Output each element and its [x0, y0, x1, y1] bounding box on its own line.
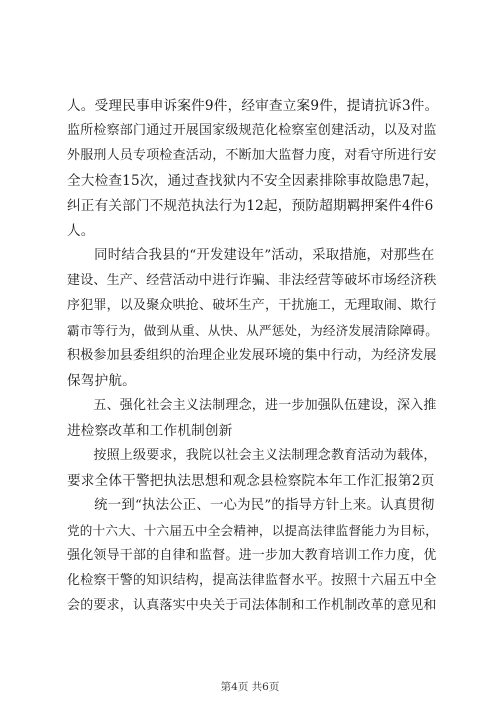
section-heading-line: 进检察改革和工作机制创新: [67, 423, 233, 439]
section-heading-line: 五、强化社会主义法制理念，进一步加强队伍建设，深入推: [67, 398, 437, 413]
body-line: 监所检察部门通过开展国家级规范化检察室创建活动，以及对监: [67, 123, 437, 138]
body-line: 会的要求，认真落实中央关于司法体制和工作机制改革的意见和: [67, 598, 437, 613]
body-line: 全大检查15次，通过查找狱内不安全因素排除事故隐患7起，: [67, 173, 439, 189]
body-line: 霸市等行为，做到从重、从快、从严惩处，为经济发展清除障碍。: [67, 323, 439, 338]
body-line: 按照上级要求，我院以社会主义法制理念教育活动为载体，: [67, 448, 437, 463]
body-line: 纠正有关部门不规范执法行为12起，预防超期羁押案件4件6: [67, 198, 434, 214]
body-line: 人。受理民事申诉案件9件，经审查立案9件，提请抗诉3件。: [67, 98, 439, 114]
body-line: 党的十六大、十六届五中全会精神，以提高法律监督能力为目标，: [67, 523, 439, 538]
body-line: 人。: [67, 223, 95, 239]
body-line: 序犯罪，以及聚众哄抢、破坏生产，干扰施工，无理取闹、欺行: [67, 298, 437, 313]
body-line: 保驾护航。: [67, 373, 136, 389]
body-line: 同时结合我县的“开发建设年”活动，采取措施，对那些在: [67, 248, 435, 263]
body-line: 建设、生产、经营活动中进行诈骗、非法经营等破坏市场经济秩: [67, 273, 437, 288]
body-line: 外服刑人员专项检查活动，不断加大监督力度，对看守所进行安: [67, 148, 437, 163]
body-line: 积极参加县委组织的治理企业发展环境的集中行动，为经济发展: [67, 348, 437, 363]
body-line: 统一到“执法公正、一心为民”的指导方针上来。认真贯彻: [67, 498, 435, 513]
body-line: 强化领导干部的自律和监督。进一步加大教育培训工作力度，优: [67, 548, 437, 563]
body-line: 要求全体干警把执法思想和观念县检察院本年工作汇报第2页: [67, 473, 435, 489]
body-line: 化检察干警的知识结构，提高法律监督水平。按照十六届五中全: [67, 573, 437, 588]
page-footer: 第4页 共6页: [220, 681, 280, 693]
